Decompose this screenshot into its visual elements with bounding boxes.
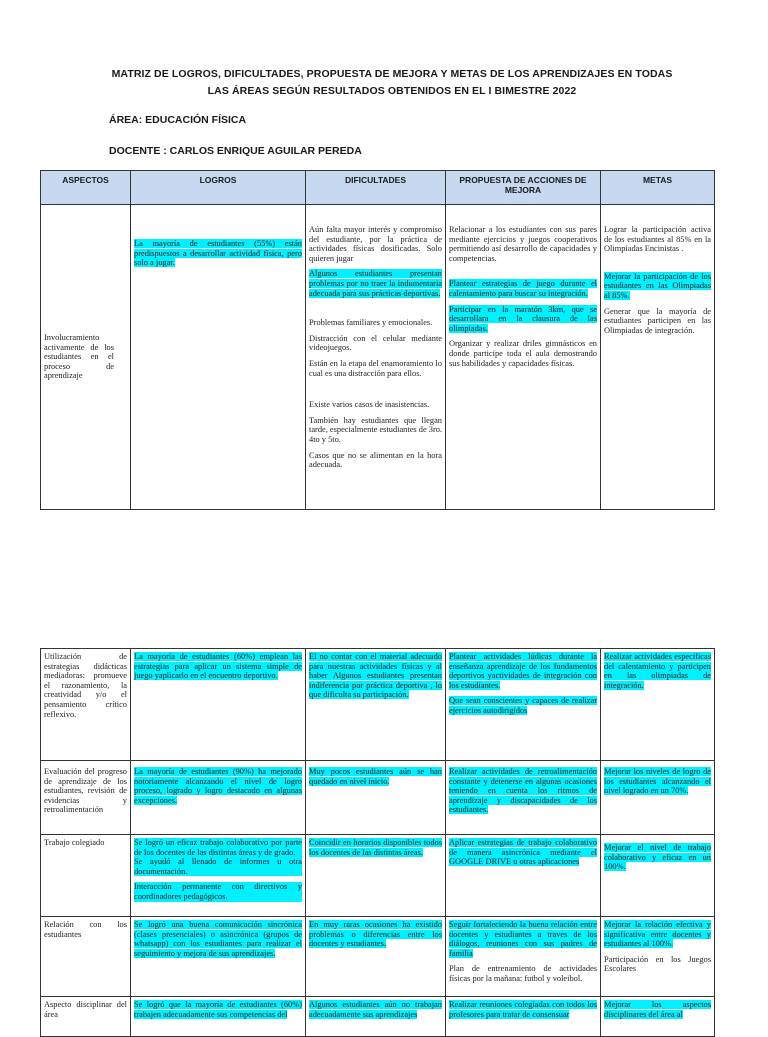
meta-text: Mejorar el nivel de trabajo colaborativo y eficaz en un 100%.	[604, 843, 711, 872]
meta-text: Realizar actividades especificas del calentamiento y participen en las olimpiadas de integración.	[604, 652, 711, 690]
propuesta-cell	[446, 835, 601, 917]
table-header-row	[41, 171, 715, 205]
dificultad-text: En muy raras ocasiones ha existido problemas o diferencias entre los docentes y estudiantes.	[309, 920, 442, 949]
table-row	[41, 205, 715, 510]
meta-text: Mejorar los niveles de logro de los estudiantes alcanzando el nivel logrado en un 70%.	[604, 767, 711, 796]
dificultad-cell	[306, 835, 446, 917]
aspecto-text: Involucramiento activamente de los estudiantes en el proceso de aprendizaje	[44, 333, 114, 381]
title-line-1: MATRIZ DE LOGROS, DIFICULTADES, PROPUESTA DE MEJORA Y METAS DE LOS APRENDIZAJES EN TODAS	[111, 68, 673, 80]
propuesta-cell	[446, 917, 601, 997]
aspecto-text: Trabajo colegiado	[44, 838, 105, 847]
dificultad-text: Coincidir en horarios disponibles todos los docentes de las distintas áreas.	[309, 838, 442, 857]
logro-text: Se ayudó al llenado de informes u otra documentación.	[134, 857, 302, 876]
table-row	[41, 997, 715, 1037]
aspecto-text: Relación con los estudiantes	[44, 920, 127, 939]
meta-text: Generar que la mayoría de estudiantes participen en las Olimpiadas de integración.	[604, 306, 711, 335]
propuesta-cell	[446, 205, 601, 510]
propuesta-text: Que sean conscientes y capaces de realizar ejercicios autodirigidos	[449, 696, 597, 715]
dificultad-cell	[306, 205, 446, 510]
propuesta-text: Plantear estrategias de juego durante el calentamiento para buscar su integración.	[449, 279, 597, 298]
logro-cell	[131, 997, 306, 1037]
dificultad-text: Existe varios casos de inasistencias.	[309, 400, 430, 410]
logro-text: La mayoría de estudiantes (60%) emplean las estrategias para aplicar un sistema simple de juego yaplicarlo en el encuentro deportivo.	[134, 652, 302, 681]
logro-cell	[131, 835, 306, 917]
propuesta-text: Plantear actividades lúdicas durante la enseñanza aprendizaje de los fundamentos deportivos yactividades de integración con los estudiantes.	[449, 652, 597, 690]
meta-text: Mejorar los aspectos disciplinares del área al	[604, 1000, 711, 1019]
logro-text: Se logró un eficaz trabajo colaborativo por parte de los docentes de las distintas áreas y de grado.	[134, 838, 302, 857]
meta-cell	[601, 761, 715, 835]
propuesta-cell	[446, 997, 601, 1037]
header-dificultades: DIFICULTADES	[306, 171, 446, 205]
meta-text: Participación en los Juegos Escolares	[604, 954, 711, 974]
dificultad-text: También hay estudiantes que llegan tarde, especialmente estudiantes de 3ro. 4to y 5to.	[309, 415, 443, 444]
matrix-table-top	[40, 170, 715, 510]
matrix-table-bottom	[40, 648, 715, 1037]
area-heading: ÁREA: EDUCACIÓN FÍSICA	[109, 114, 247, 126]
docente-heading: DOCENTE : CARLOS ENRIQUE AGUILAR PEREDA	[109, 145, 362, 157]
propuesta-text: Seguir fortaleciendo la buena relación entre docentes y estudiantes a traves de los diálogos, reuniones con sus padres de familia	[449, 920, 597, 958]
meta-cell	[601, 917, 715, 997]
header-metas: METAS	[601, 171, 715, 205]
aspecto-text: Evaluación del progreso de aprendizaje de los estudiantes, revisión de evidencias y retroalimentación	[44, 767, 127, 815]
propuesta-cell	[446, 761, 601, 835]
dificultad-text: Muy pocos estudiantes aún se han quedado en nivel inicio.	[309, 767, 442, 786]
logro-cell	[131, 205, 306, 510]
header-aspectos: ASPECTOS	[41, 171, 131, 205]
aspecto-cell	[41, 917, 131, 997]
logro-text: La mayoría de estudiantes (90%) ha mejorado notoriamente alcanzando el nivel de logro proceso, logrado y logro destacado en algunas excepciones.	[134, 767, 302, 805]
dificultad-text: Algunos estudiantes aún no trabajan adecuadamente sus aprendizajes	[309, 1000, 442, 1019]
header-logros: LOGROS	[131, 171, 306, 205]
logro-text: Se logró una buena comunicación sincrónica (clases presenciales) o asincrónica (grupos de whatsapp) con los estudiantes para realizar el seguimiento y mejora de sus aprendizajes.	[134, 920, 302, 958]
logro-cell	[131, 761, 306, 835]
table-row	[41, 835, 715, 917]
table-row	[41, 917, 715, 997]
dificultad-text: Casos que no se alimentan en la hora adecuada.	[309, 450, 442, 470]
dificultad-text: Aún falta mayor interés y compromiso del estudiante, por la práctica de actividades físicas dosificadas. Solo quieren jugar	[309, 225, 442, 263]
propuesta-text: Organizar y realizar driles gimnásticos en donde participe toda el aula demostrando sus habilidades y capacidades físicas.	[449, 339, 597, 368]
aspecto-cell	[41, 761, 131, 835]
meta-cell	[601, 205, 715, 510]
propuesta-text: Plan de entrenamiento de actividades físicas por la mañana: futbol y voleibol.	[449, 964, 597, 983]
meta-cell	[601, 997, 715, 1037]
dificultad-cell	[306, 649, 446, 761]
aspecto-cell	[41, 997, 131, 1037]
title-line-2: LAS ÁREAS SEGÚN RESULTADOS OBTENIDOS EN EL I BIMESTRE 2022	[207, 85, 577, 97]
dificultad-text: Problemas familiares y emocionales.	[309, 318, 433, 328]
table-row	[41, 649, 715, 761]
logro-text: La mayoría de estudiantes (55%) están predispuestos a desarrollar actividad física, pero solo a jugar.	[134, 239, 302, 268]
logro-cell	[131, 917, 306, 997]
dificultad-cell	[306, 917, 446, 997]
table-row	[41, 761, 715, 835]
meta-text: Mejorar la relación efectiva y significativa entre docentes y estudiantes al 100%.	[604, 920, 711, 949]
dificultad-text: Algunos estudiantes presentan problemas por no traer la indumentaria adecuada para sus prácticas deportivas.	[309, 269, 442, 298]
aspecto-text: Aspecto disciplinar del área	[44, 1000, 127, 1019]
aspecto-cell	[41, 835, 131, 917]
meta-cell	[601, 649, 715, 761]
propuesta-text: Relacionar a los estudiantes con sus pares mediante ejercicios y juegos cooperativos permitiendo así desarrollo de capacidades y competencias.	[449, 225, 597, 263]
meta-text: Mejorar la participación de los estudiantes en las Olimpiadas al 85%.	[604, 271, 711, 300]
propuesta-cell	[446, 649, 601, 761]
dificultad-cell	[306, 761, 446, 835]
logro-text: Interacción permanente con directivos y coordinadores pedagógicos.	[134, 882, 302, 901]
dificultad-text: El no contar con el material adecuado para nuestras actividades físicas y al haber Algunos estudiantes presentan indiferencia por práctica deportiva , lo que dificulta su participación.	[309, 652, 442, 700]
meta-cell	[601, 835, 715, 917]
propuesta-text: Participar en la maratón 3km, que se desarrollara en la clausura de las olimpiadas.	[449, 304, 597, 333]
aspecto-text: Utilización de estrategias didácticas mediadoras: promueve el razonamiento, la creatividad y/o el pensamiento crítico reflexivo.	[44, 652, 127, 719]
propuesta-text: Realizar reuniones colegiadas con todos los profesores para tratar de consensuar	[449, 1000, 597, 1019]
document-title	[80, 66, 704, 100]
aspecto-cell	[41, 649, 131, 761]
propuesta-text: Aplicar estrategias de trabajo colaborativo de manera asincrónica mediante el GOOGLE DRIVE u otras aplicaciones	[449, 838, 597, 867]
logro-cell	[131, 649, 306, 761]
dificultad-cell	[306, 997, 446, 1037]
propuesta-text: Realizar actividades de retroalimentación constante y detenerse en algunas ocasiones teniendo en cuenta los ritmos de aprendizaje y discapacidades de los estudiantes.	[449, 767, 597, 815]
meta-text: Lograr la participación activa de los estudiantes al 85% en la Olimpiadas Encinistas .	[604, 225, 711, 254]
logro-text: Se logró que la mayoría de estudiantes (60%) trabajen adecuadamente sus competencias del	[134, 1000, 302, 1019]
dificultad-text: Están en la etapa del enamoramiento lo cual es una distracción para ellos.	[309, 358, 442, 378]
dificultad-text: Distracción con el celular mediante videojuegos.	[309, 333, 442, 353]
header-propuesta: PROPUESTA DE ACCIONES DE MEJORA	[446, 171, 601, 205]
aspecto-cell	[41, 205, 131, 510]
